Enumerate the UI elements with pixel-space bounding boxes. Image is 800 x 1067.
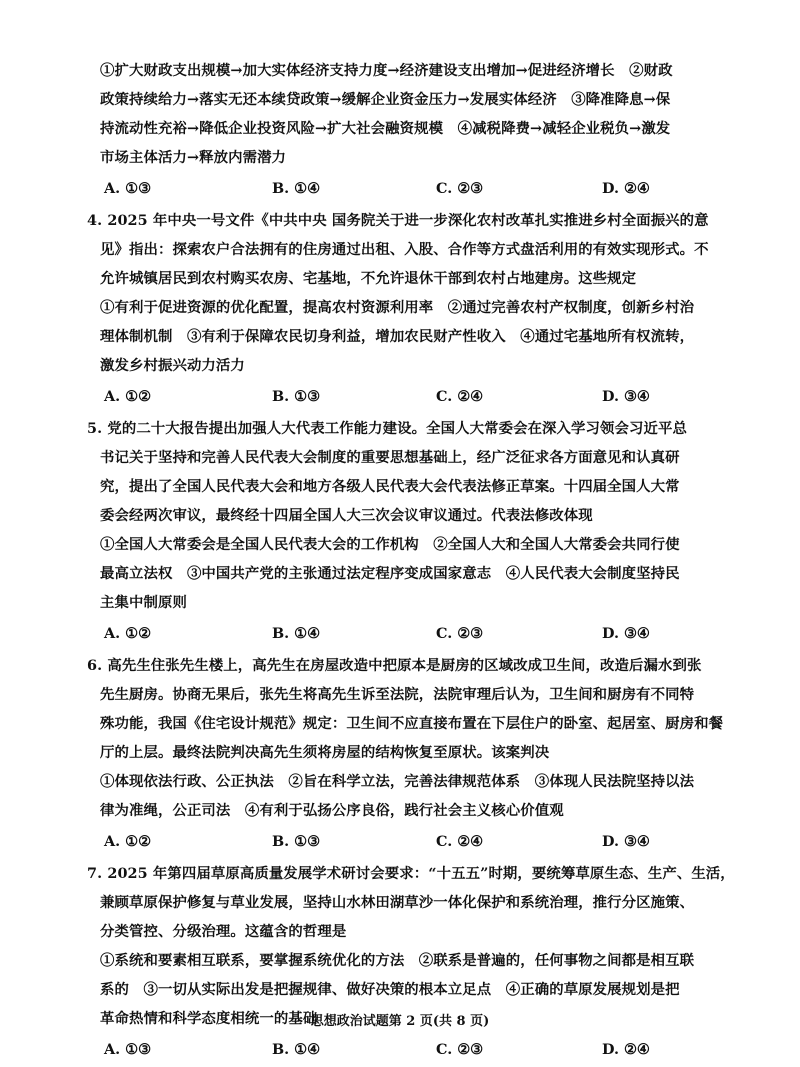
- q7-option-d: D. ②④: [602, 1040, 650, 1058]
- q4-option-d: D. ③④: [602, 387, 650, 405]
- q7-statement-line: 革命热情和科学态度相统一的基础: [100, 1010, 318, 1027]
- q7-statement-line: ①系统和要素相互联系，要掌握系统优化的方法 ②联系是普遍的，任何事物之间都是相互联: [100, 952, 695, 969]
- question-5: [87, 414, 732, 649]
- q3-options: [100, 172, 732, 204]
- q6-option-d: D. ③④: [602, 832, 650, 850]
- q7-stem-line: 兼顾草原保护修复与草业发展，坚持山水林田湖草沙一体化保护和系统治理，推行分区施策、: [100, 894, 695, 911]
- q5-stem-line: 究，提出了全国人民代表大会和地方各级人民代表大会代表法修正草案。十四届全国人大常: [100, 478, 680, 495]
- q4-stem-line: 见》指出：探索农户合法拥有的住房通过出租、入股、合作等方式盘活利用的有效实现形式。不: [100, 241, 709, 258]
- q3-option-a: A. ①③: [104, 179, 151, 197]
- q7-stem-line: 7. 2025 年第四届草原高质量发展学术研讨会要求：“十五五”时期，要统筹草原生态、生产、生活，: [87, 865, 735, 882]
- q6-stem-line: 6. 高先生住张先生楼上，高先生在房屋改造中把原本是厨房的区域改成卫生间，改造后漏水到张: [87, 657, 702, 674]
- q5-statement-line: ①全国人大常委会是全国人民代表大会的工作机构 ②全国人大和全国人大常委会共同行使: [100, 536, 680, 553]
- q7-options: [100, 1033, 732, 1065]
- q6-stem-line: 殊功能，我国《住宅设计规范》规定：卫生间不应直接布置在下层住户的卧室、起居室、厨房和餐: [100, 715, 724, 732]
- q5-statement-line: 主集中制原则: [100, 594, 187, 611]
- q5-options: [100, 617, 732, 649]
- q6-statement-line: 律为准绳，公正司法 ④有利于弘扬公序良俗，践行社会主义核心价值观: [100, 802, 564, 819]
- q5-option-c: C. ②③: [436, 624, 484, 642]
- q3-line: ①扩大财政支出规模→加大实体经济支持力度→经济建设支出增加→促进经济增长 ②财政: [100, 62, 673, 79]
- q7-stem-line: 分类管控、分级治理。这蕴含的哲理是: [100, 923, 347, 940]
- q3-line: 市场主体活力→释放内需潜力: [100, 149, 287, 166]
- q4-stem-line: 4. 2025 年中央一号文件《中共中央 国务院关于进一步深化农村改革扎实推进乡村全面振兴的意: [87, 212, 709, 229]
- q5-stem-line: 5. 党的二十大报告提出加强人大代表工作能力建设。全国人大常委会在深入学习领会习近平总: [87, 420, 687, 437]
- q4-statement-line: ①有利于促进资源的优化配置，提高农村资源利用率 ②通过完善农村产权制度，创新乡村治: [100, 299, 695, 316]
- q6-statement-line: ①体现依法行政、公正执法 ②旨在科学立法，完善法律规范体系 ③体现人民法院坚持以法: [100, 773, 695, 790]
- q7-option-c: C. ②③: [436, 1040, 484, 1058]
- page-footer: 思想政治试题第 2 页(共 8 页): [310, 1014, 490, 1029]
- q5-stem-line: 委会经两次审议，最终经十四届全国人大三次会议审议通过。代表法修改体现: [100, 507, 593, 524]
- q4-statement-line: 激发乡村振兴动力活力: [100, 357, 245, 374]
- q6-option-c: C. ②④: [436, 832, 484, 850]
- q4-option-c: C. ②④: [436, 387, 484, 405]
- q4-option-b: B. ①③: [272, 387, 320, 405]
- q3-line: 持流动性充裕→降低企业投资风险→扩大社会融资规模 ④减税降费→减轻企业税负→激发: [100, 120, 671, 137]
- q3-option-d: D. ②④: [602, 179, 650, 197]
- q4-statement-line: 理体制机制 ③有利于保障农民切身利益，增加农民财产性收入 ④通过宅基地所有权流转，: [100, 328, 695, 345]
- q5-option-a: A. ①②: [104, 624, 151, 642]
- q5-option-b: B. ①④: [272, 624, 320, 642]
- question-7: [87, 859, 735, 1065]
- q3-option-b: B. ①④: [272, 179, 320, 197]
- q5-statement-line: 最高立法权 ③中国共产党的主张通过法定程序变成国家意志 ④人民代表大会制度坚持民: [100, 565, 680, 582]
- q7-statement-line: 系的 ③一切从实际出发是把握规律、做好决策的根本立足点 ④正确的草原发展规划是把: [100, 981, 680, 998]
- q5-stem-line: 书记关于坚持和完善人民代表大会制度的重要思想基础上，经广泛征求各方面意见和认真研: [100, 449, 680, 466]
- q7-option-a: A. ①③: [104, 1040, 151, 1058]
- question-4: [87, 206, 732, 412]
- q3-line: 政策持续给力→落实无还本续贷政策→缓解企业资金压力→发展实体经济 ③降准降息→保: [100, 91, 671, 108]
- q4-option-a: A. ①②: [104, 387, 151, 405]
- q3-option-c: C. ②③: [436, 179, 484, 197]
- q6-option-a: A. ①②: [104, 832, 151, 850]
- q6-options: [100, 825, 732, 857]
- question-6: [87, 651, 732, 857]
- q7-option-b: B. ①④: [272, 1040, 320, 1058]
- q6-stem-line: 先生厨房。协商无果后，张先生将高先生诉至法院，法院审理后认为，卫生间和厨房有不同特: [100, 686, 695, 703]
- q6-stem-line: 厅的上层。最终法院判决高先生须将房屋的结构恢复至原状。该案判决: [100, 744, 550, 761]
- q6-option-b: B. ①③: [272, 832, 320, 850]
- question-3: [100, 56, 732, 204]
- q4-options: [100, 380, 732, 412]
- q4-stem-line: 允许城镇居民到农村购买农房、宅基地，不允许退休干部到农村占地建房。这些规定: [100, 270, 637, 287]
- q5-option-d: D. ③④: [602, 624, 650, 642]
